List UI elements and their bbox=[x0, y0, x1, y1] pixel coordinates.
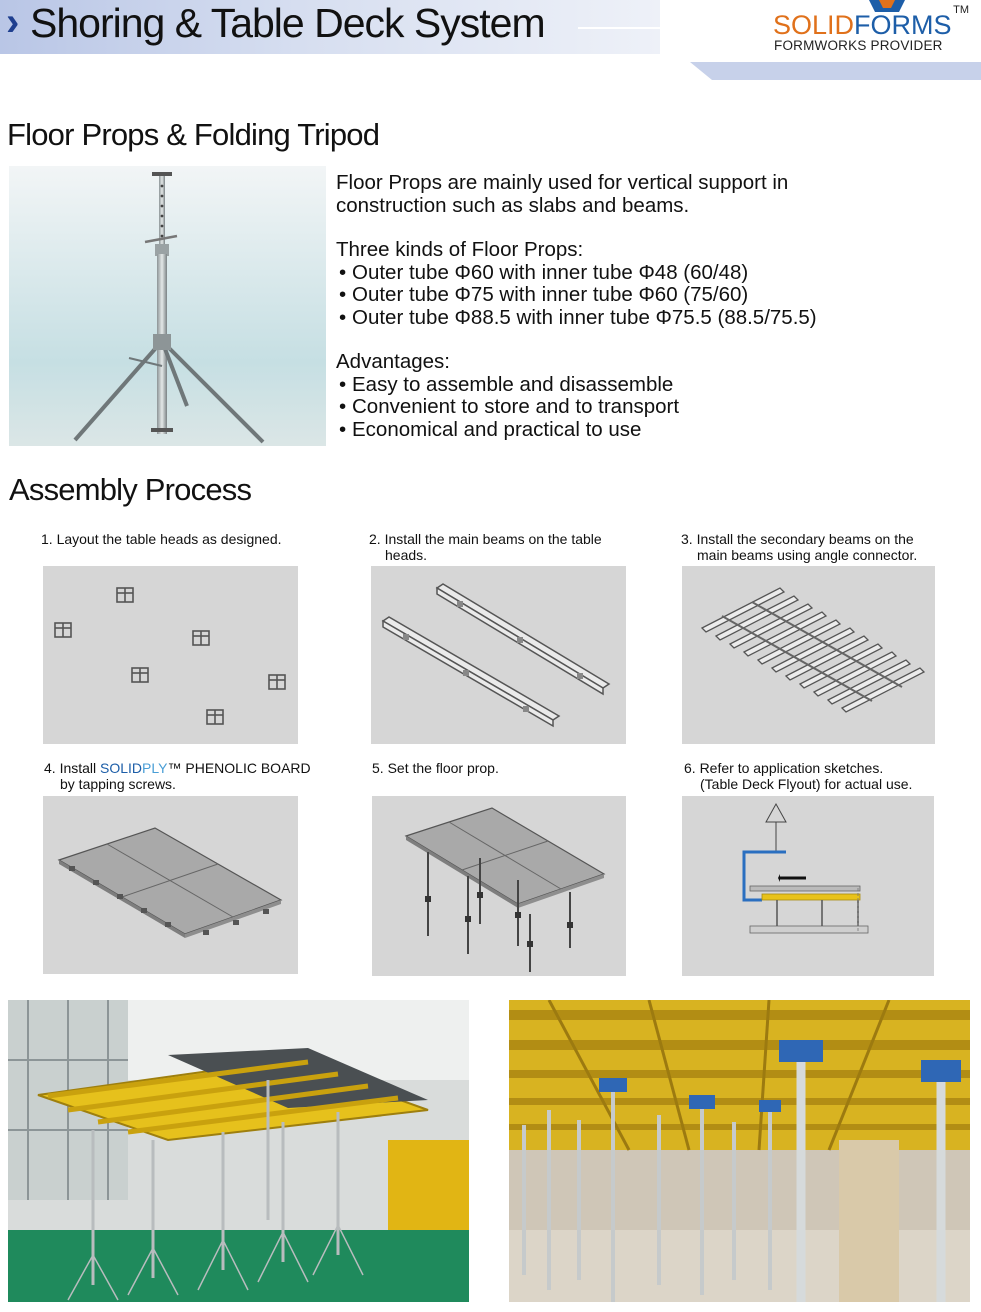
bullet-icon: • bbox=[339, 417, 347, 441]
solidply-brand-a: SOLID bbox=[100, 760, 143, 776]
step-2-diagram bbox=[371, 566, 626, 744]
solidply-brand-b: PLY bbox=[142, 760, 168, 776]
props-advantages-list bbox=[336, 374, 956, 442]
step-6-label: 6. Refer to application sketches. (Table Deck Flyout) for actual use. bbox=[684, 760, 913, 792]
props-kinds-list bbox=[336, 262, 956, 330]
props-kinds bbox=[336, 239, 956, 329]
list-item: • Outer tube Φ88.5 with inner tube Φ75.5 (88.5/75.5) bbox=[339, 305, 817, 329]
page-header bbox=[0, 0, 981, 80]
logo-word-forms: FORMS bbox=[854, 10, 952, 40]
floor-prop-deck-illustration bbox=[372, 796, 626, 976]
bullet-icon: • bbox=[339, 372, 347, 396]
step-2-label: 2. Install the main beams on the table heads. bbox=[369, 531, 602, 563]
step-1-diagram bbox=[43, 566, 298, 744]
list-item: • Easy to assemble and disassemble bbox=[339, 372, 674, 396]
step-4-label: 4. Install SOLIDPLY™ PHENOLIC BOARD by tapping screws. bbox=[44, 760, 311, 792]
brand-logo bbox=[773, 4, 969, 56]
list-item: • Outer tube Φ60 with inner tube Φ48 (60/48) bbox=[339, 260, 749, 284]
page-title: Shoring & Table Deck System bbox=[30, 0, 545, 46]
logo-tagline: FORMWORKS PROVIDER bbox=[774, 38, 943, 53]
props-intro bbox=[336, 172, 956, 217]
props-heading: Floor Props & Folding Tripod bbox=[7, 117, 380, 152]
logo-trademark: TM bbox=[953, 4, 969, 16]
logo-wordmark bbox=[773, 10, 952, 40]
step-6-diagram bbox=[682, 796, 934, 976]
table-deck-site-photo bbox=[509, 1000, 970, 1302]
tripod-prop-photo bbox=[9, 166, 326, 446]
props-kinds-heading: Three kinds of Floor Props: bbox=[336, 238, 584, 261]
secondary-beams-illustration bbox=[682, 566, 935, 744]
props-advantages bbox=[336, 351, 956, 441]
main-beams-illustration bbox=[371, 566, 626, 744]
step-1-label: 1. Layout the table heads as designed. bbox=[41, 531, 282, 547]
step-3-diagram bbox=[682, 566, 935, 744]
step-3-label: 3. Install the secondary beams on the main beams using angle connector. bbox=[681, 531, 918, 563]
table-deck-indoor-photo bbox=[8, 1000, 469, 1302]
bullet-icon: • bbox=[339, 260, 347, 284]
logo-word-solid: SOLID bbox=[773, 10, 855, 40]
title-chevron-icon: › bbox=[6, 0, 20, 44]
step-4-diagram bbox=[43, 796, 298, 974]
table-deck-flyout-sketch bbox=[682, 796, 934, 976]
bullet-icon: • bbox=[339, 305, 347, 329]
step-5-diagram bbox=[372, 796, 626, 976]
list-item: • Convenient to store and to transport bbox=[339, 395, 680, 418]
bullet-icon: • bbox=[339, 283, 347, 306]
assembly-heading: Assembly Process bbox=[9, 472, 252, 507]
phenolic-board-illustration bbox=[43, 796, 298, 974]
props-description bbox=[336, 172, 956, 463]
bullet-icon: • bbox=[339, 395, 347, 418]
props-intro-line1: Floor Props are mainly used for vertical support in bbox=[336, 171, 789, 194]
step-5-label: 5. Set the floor prop. bbox=[372, 760, 499, 776]
props-advantages-heading: Advantages: bbox=[336, 350, 450, 373]
list-item: • Economical and practical to use bbox=[339, 417, 642, 441]
props-intro-line2: construction such as slabs and beams. bbox=[336, 193, 690, 217]
table-heads-illustration bbox=[43, 566, 298, 744]
list-item: • Outer tube Φ75 with inner tube Φ60 (75/60) bbox=[339, 283, 749, 306]
